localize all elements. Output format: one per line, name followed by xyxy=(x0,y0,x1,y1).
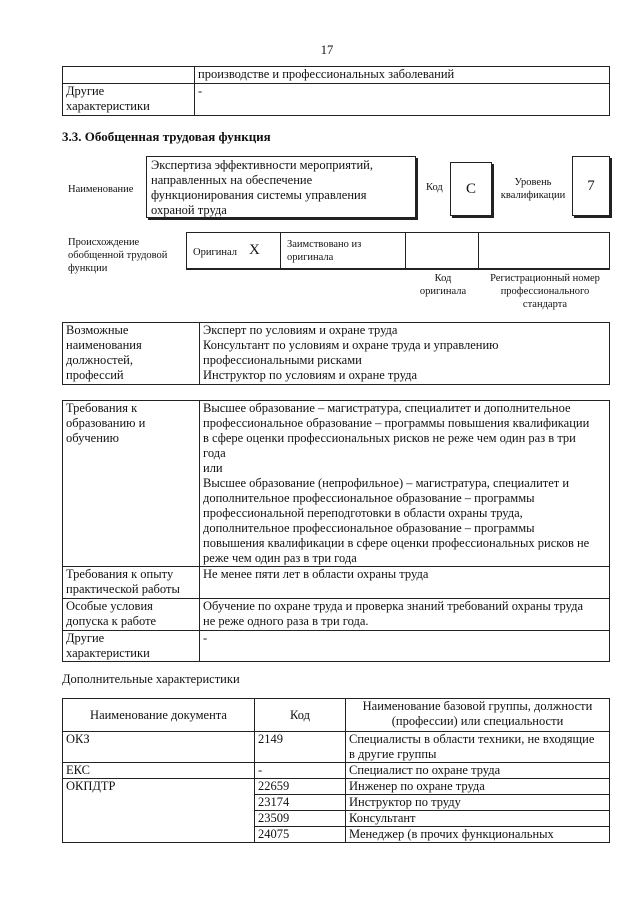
top-table xyxy=(62,66,610,116)
top-table-empty-cell xyxy=(63,67,195,84)
origin-label: Происхождение обобщенной трудовой функции xyxy=(68,237,168,274)
row-code: 23509 xyxy=(255,811,346,827)
code-value: C xyxy=(450,162,492,216)
original-mark: X xyxy=(249,242,260,258)
row-code: - xyxy=(255,763,346,779)
top-table-row2-value: - xyxy=(195,84,610,116)
row-name: Менеджер (в прочих функциональных xyxy=(346,827,610,843)
level-label: Уровень квалификации xyxy=(500,177,566,201)
additional-title: Дополнительные характеристики xyxy=(62,672,240,686)
row-name: Инженер по охране труда xyxy=(346,779,610,795)
positions-label: Возможные наименования должностей, профессий xyxy=(63,323,200,385)
requirements-table xyxy=(62,400,610,662)
header-name: Наименование базовой группы, должности (профессии) или специальности xyxy=(346,699,610,732)
table-row xyxy=(63,763,610,779)
function-name: Экспертиза эффективности мероприятий, направленных на обеспечение функционирования системы управления охраной труда xyxy=(146,156,416,218)
admission-value: Обучение по охране труда и проверка знаний требований охраны труда не реже одного раза в три года. xyxy=(200,599,610,631)
other-value: - xyxy=(200,631,610,662)
top-table-row1-text: производстве и профессиональных заболеваний xyxy=(195,67,610,84)
row-name: Консультант xyxy=(346,811,610,827)
table-row xyxy=(63,631,610,662)
admission-label: Особые условия допуска к работе xyxy=(63,599,200,631)
divider xyxy=(280,233,281,270)
other-label: Другие характеристики xyxy=(63,631,200,662)
table-row xyxy=(63,567,610,599)
education-value: Высшее образование – магистратура, специалитет и дополнительное профессиональное образование – программы повышения квалификации в сфере оценки профессиональных рисков не реже чем один раз в три года или Высшее образование (непрофильное) – магистратура, специалитет и дополнительное профессиональное образование – программы профессиональной переподготовки в области охраны труда, дополнительное профессиональное образование – программы повышения квалификации в сфере оценки профессиональных рисков не реже чем один раз в три года xyxy=(200,401,610,567)
divider xyxy=(405,233,406,270)
table-row xyxy=(63,732,610,763)
header-document: Наименование документа xyxy=(63,699,255,732)
code-label: Код xyxy=(426,182,443,193)
row-code: 24075 xyxy=(255,827,346,843)
page-number: 17 xyxy=(320,43,334,57)
level-value: 7 xyxy=(572,156,610,216)
experience-value: Не менее пяти лет в области охраны труда xyxy=(200,567,610,599)
reg-number-label: Регистрационный номер профессионального стандарта xyxy=(490,273,600,310)
table-row xyxy=(63,599,610,631)
row-doc: ОКПДТР xyxy=(63,779,255,843)
row-code: 22659 xyxy=(255,779,346,795)
row-name: Инструктор по труду xyxy=(346,795,610,811)
table-row xyxy=(63,779,610,795)
additional-table xyxy=(62,698,610,843)
row-doc: ЕКС xyxy=(63,763,255,779)
positions-table xyxy=(62,322,610,385)
row-name: Специалисты в области техники, не входящие в другие группы xyxy=(346,732,610,763)
code-original-label: Код оригинала xyxy=(419,273,467,297)
name-label: Наименование xyxy=(68,184,134,195)
origin-row xyxy=(186,232,610,270)
education-label: Требования к образованию и обучению xyxy=(63,401,200,567)
row-name: Специалист по охране труда xyxy=(346,763,610,779)
header-code: Код xyxy=(255,699,346,732)
top-table-row2-label: Другие характеристики xyxy=(63,84,195,116)
borrowed-label: Заимствовано из оригинала xyxy=(287,239,362,263)
row-code: 23174 xyxy=(255,795,346,811)
positions-value: Эксперт по условиям и охране труда Консультант по условиям и охране труда и управлению профессиональными рисками Инструктор по условиям и охране труда xyxy=(200,323,610,385)
original-label: Оригинал xyxy=(193,247,237,258)
section-title: 3.3. Обобщенная трудовая функция xyxy=(62,129,271,144)
table-row xyxy=(63,401,610,567)
experience-label: Требования к опыту практической работы xyxy=(63,567,200,599)
divider xyxy=(478,233,479,270)
row-code: 2149 xyxy=(255,732,346,763)
row-doc: ОКЗ xyxy=(63,732,255,763)
